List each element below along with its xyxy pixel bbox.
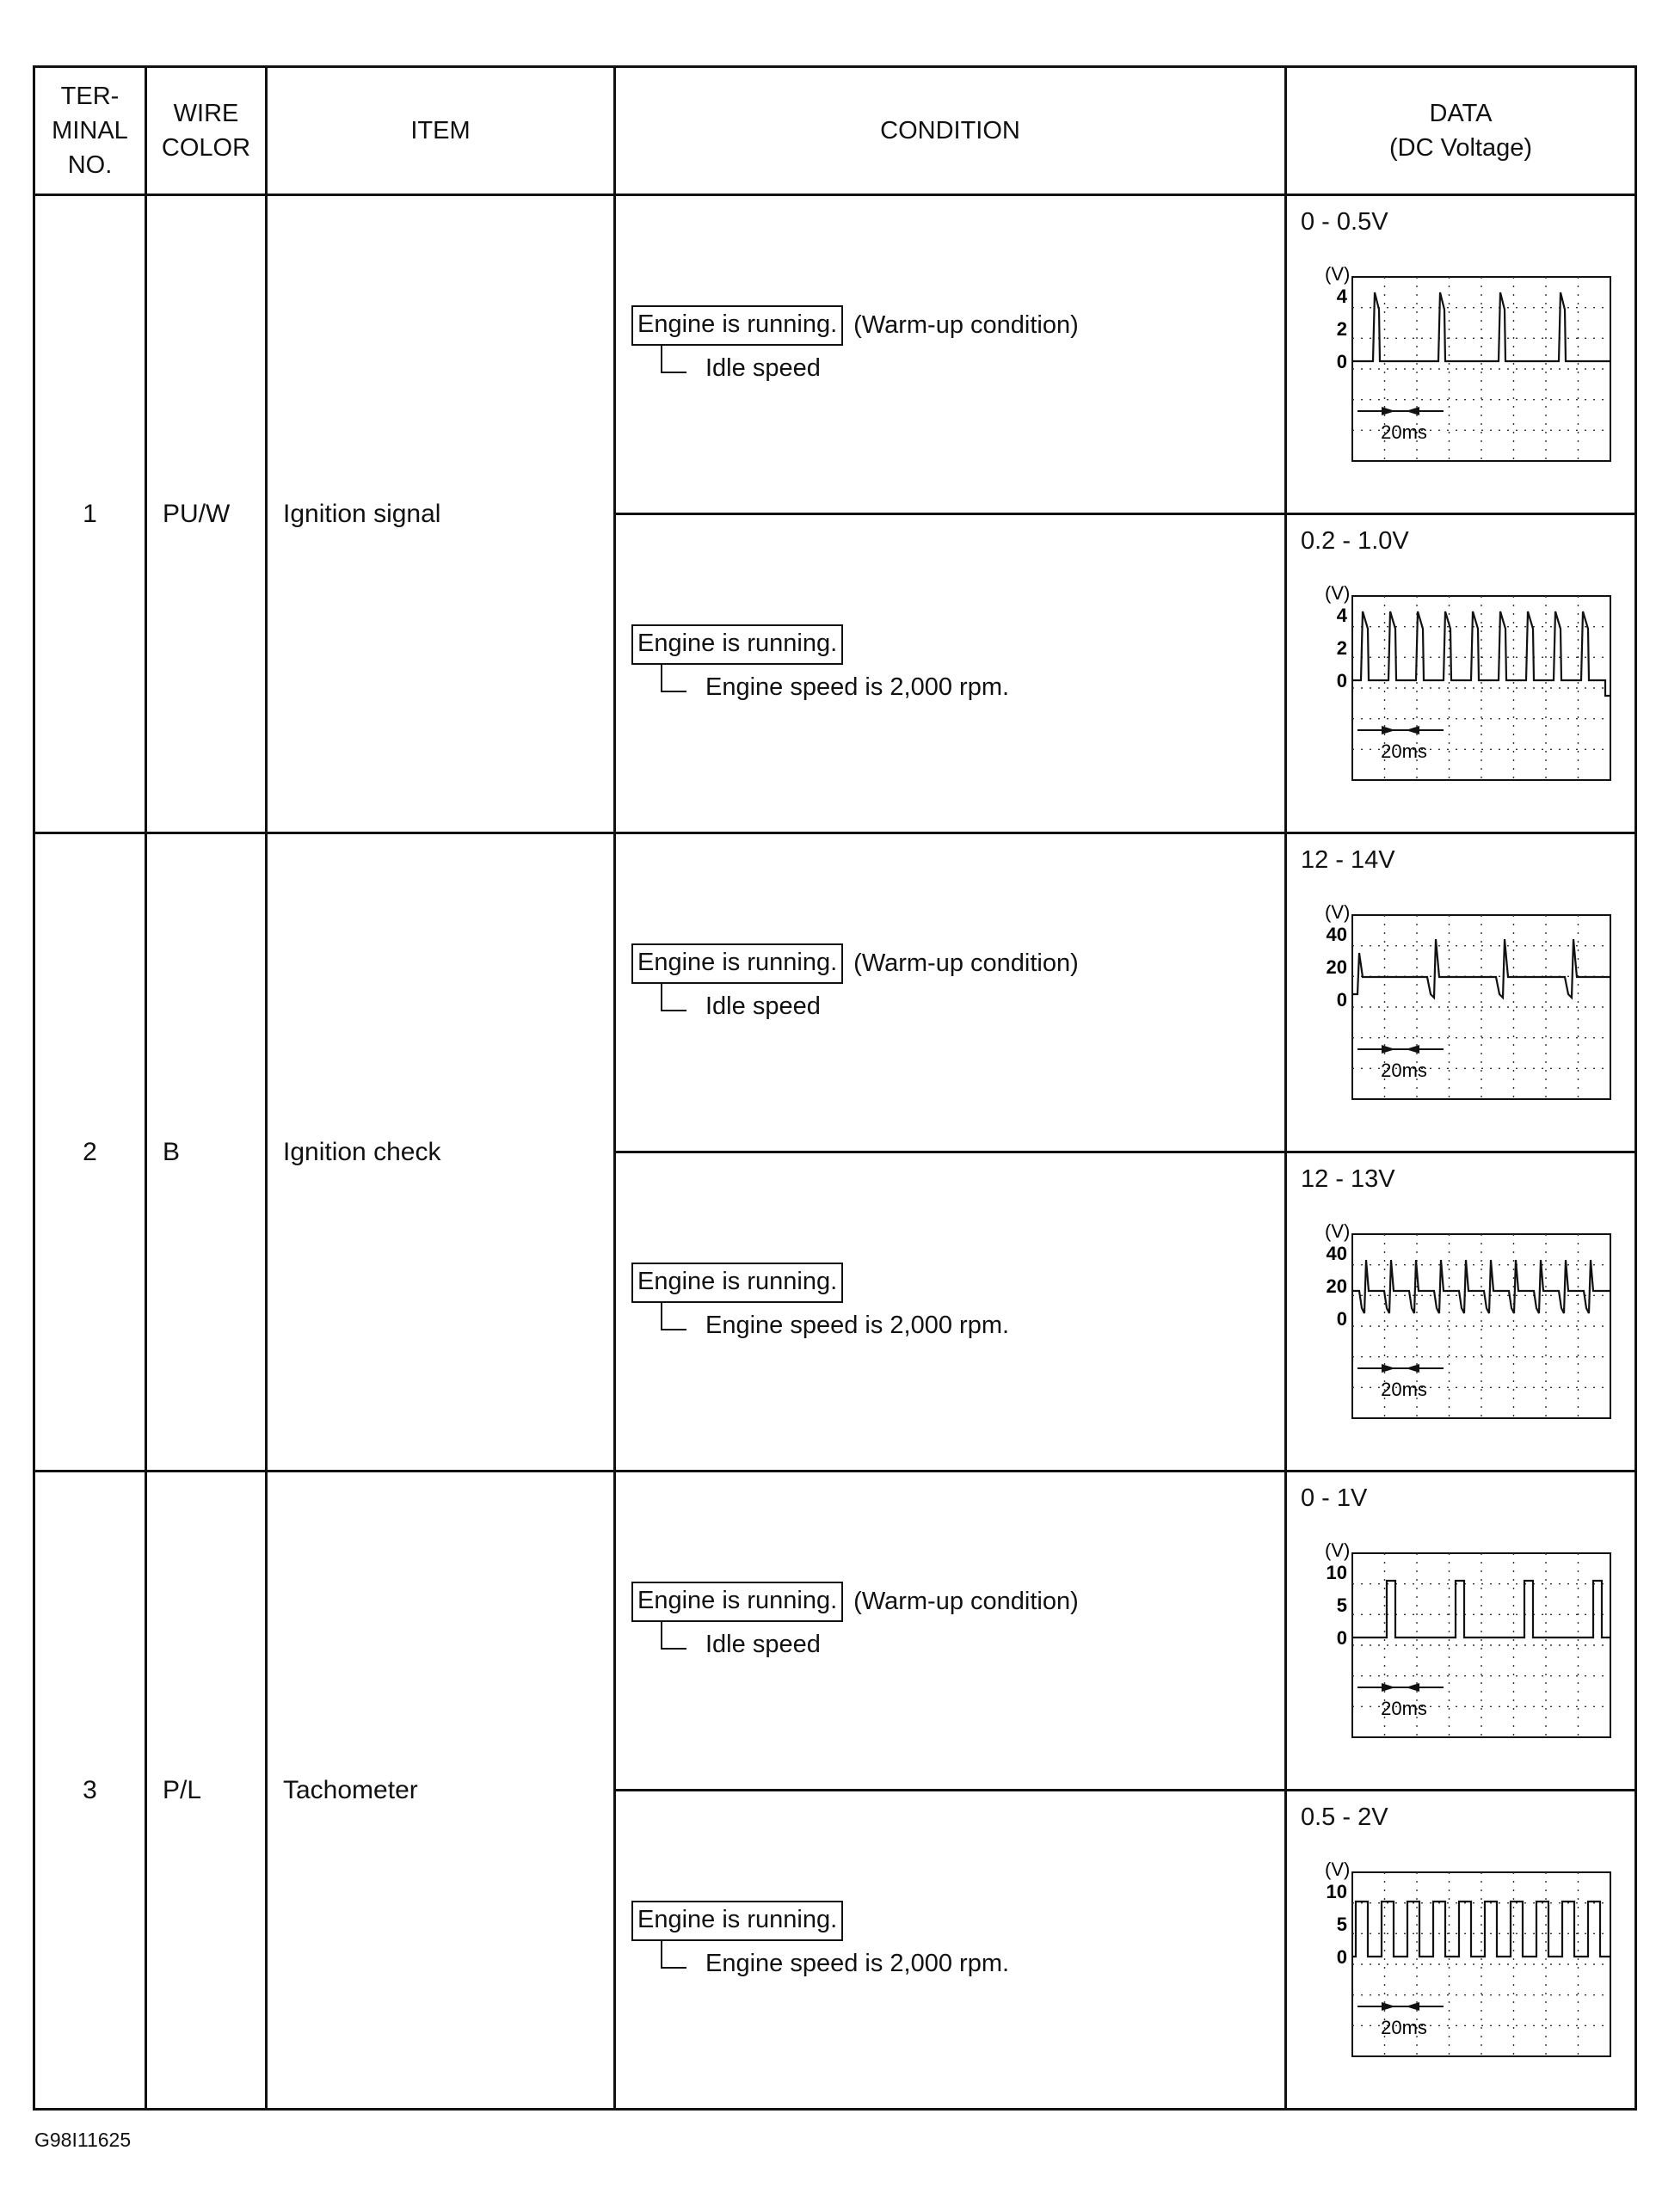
- voltage-range: 0 - 0.5V: [1301, 208, 1388, 236]
- data-cell: [1286, 1152, 1636, 1472]
- scope-unit-label: (V): [1325, 582, 1351, 604]
- oscilloscope-figure: [1299, 582, 1626, 793]
- wire-color-text: B: [163, 1137, 181, 1166]
- item-text: Ignition signal: [283, 499, 441, 528]
- condition-bracket: [661, 1303, 686, 1330]
- terminal-data-table: [33, 65, 1637, 2111]
- timebase-label: 20ms: [1381, 2017, 1427, 2038]
- scope-tick-label: 0: [1336, 670, 1347, 691]
- scope-tick-label: 0: [1336, 989, 1347, 1011]
- condition-sub: Idle speed: [705, 992, 821, 1020]
- oscilloscope-figure: [1299, 1859, 1626, 2069]
- condition-sub: Engine speed is 2,000 rpm.: [705, 673, 1010, 701]
- oscilloscope-figure: [1299, 1220, 1626, 1431]
- wire-color-cell: [146, 833, 267, 1472]
- condition-sub: Idle speed: [705, 1631, 821, 1658]
- scope-tick-label: 0: [1336, 1627, 1347, 1649]
- scope-tick-label: 40: [1326, 924, 1347, 945]
- table-row: [34, 1472, 1636, 1791]
- scope-tick-label: 2: [1336, 318, 1347, 340]
- terminal-no-text: 1: [83, 499, 97, 528]
- engine-state-box: Engine is running.: [631, 1582, 843, 1622]
- timebase-arrowhead-right: [1382, 1683, 1395, 1692]
- engine-state-box: Engine is running.: [631, 943, 843, 984]
- condition-bracket: [661, 665, 686, 692]
- oscilloscope-figure: [1299, 263, 1626, 474]
- scope-svg: [1299, 1539, 1626, 1746]
- wire-color-text: P/L: [163, 1775, 202, 1804]
- oscilloscope-figure: [1299, 901, 1626, 1112]
- timebase-arrowhead-left: [1406, 407, 1419, 415]
- voltage-range: 0.5 - 2V: [1301, 1803, 1388, 1831]
- scope-tick-label: 5: [1336, 1594, 1347, 1616]
- header-row: [34, 67, 1636, 195]
- terminal-no-cell: [34, 833, 146, 1472]
- timebase-arrowhead-left: [1406, 2002, 1419, 2011]
- engine-state-box: Engine is running.: [631, 305, 843, 346]
- scope-tick-label: 10: [1326, 1881, 1347, 1902]
- item-cell: [267, 195, 615, 833]
- scope-tick-label: 0: [1336, 1946, 1347, 1968]
- header-data: DATA (DC Voltage): [1286, 67, 1636, 195]
- data-cell: [1286, 1791, 1636, 2110]
- item-text: Tachometer: [283, 1775, 418, 1804]
- timebase-arrowhead-left: [1406, 726, 1419, 734]
- scope-tick-label: 0: [1336, 351, 1347, 372]
- engine-state-box: Engine is running.: [631, 1901, 843, 1941]
- timebase-arrowhead-right: [1382, 1364, 1395, 1373]
- item-text: Ignition check: [283, 1137, 441, 1166]
- timebase-label: 20ms: [1381, 421, 1427, 443]
- scope-tick-label: 40: [1326, 1243, 1347, 1264]
- timebase-arrowhead-left: [1406, 1045, 1419, 1054]
- scope-svg: [1299, 901, 1626, 1108]
- condition-cell: [615, 195, 1286, 514]
- condition-bracket: [661, 346, 686, 373]
- scope-svg: [1299, 263, 1626, 470]
- condition-sub: Engine speed is 2,000 rpm.: [705, 1312, 1010, 1339]
- data-cell: [1286, 833, 1636, 1152]
- scope-svg: [1299, 582, 1626, 789]
- terminal-no-text: 3: [83, 1775, 97, 1804]
- condition-sub: Idle speed: [705, 354, 821, 382]
- condition-note: (Warm-up condition): [853, 949, 1079, 977]
- data-cell: [1286, 195, 1636, 514]
- scope-tick-label: 20: [1326, 1275, 1347, 1297]
- header-terminal-no: TER- MINAL NO.: [34, 67, 146, 195]
- header-condition: CONDITION: [615, 67, 1286, 195]
- header-item: ITEM: [267, 67, 615, 195]
- condition-sub: Engine speed is 2,000 rpm.: [705, 1950, 1010, 1977]
- terminal-no-text: 2: [83, 1137, 97, 1166]
- scope-unit-label: (V): [1325, 1539, 1351, 1561]
- scope-tick-label: 0: [1336, 1308, 1347, 1330]
- condition-cell: [615, 1791, 1286, 2110]
- scope-waveform: [1352, 1902, 1610, 1957]
- scope-tick-label: 2: [1336, 637, 1347, 659]
- voltage-range: 0 - 1V: [1301, 1484, 1368, 1512]
- scope-unit-label: (V): [1325, 1859, 1351, 1880]
- timebase-label: 20ms: [1381, 740, 1427, 762]
- scope-unit-label: (V): [1325, 901, 1351, 923]
- condition-bracket: [661, 984, 686, 1011]
- condition-cell: [615, 514, 1286, 833]
- condition-bracket: [661, 1622, 686, 1650]
- wire-color-cell: [146, 195, 267, 833]
- table-row: [34, 833, 1636, 1152]
- scope-unit-label: (V): [1325, 1220, 1351, 1242]
- table-row: [34, 195, 1636, 514]
- condition-cell: [615, 1152, 1286, 1472]
- timebase-arrowhead-right: [1382, 1045, 1395, 1054]
- engine-state-box: Engine is running.: [631, 1263, 843, 1303]
- condition-cell: [615, 833, 1286, 1152]
- scope-tick-label: 4: [1336, 286, 1347, 307]
- scope-svg: [1299, 1220, 1626, 1427]
- wire-color-text: PU/W: [163, 499, 231, 528]
- timebase-arrowhead-right: [1382, 726, 1395, 734]
- scope-tick-label: 10: [1326, 1562, 1347, 1583]
- oscilloscope-figure: [1299, 1539, 1626, 1750]
- scope-tick-label: 4: [1336, 605, 1347, 626]
- item-cell: [267, 1472, 615, 2110]
- scope-tick-label: 20: [1326, 956, 1347, 978]
- terminal-no-cell: [34, 1472, 146, 2110]
- figure-code: G98I11625: [34, 2129, 132, 2151]
- timebase-label: 20ms: [1381, 1060, 1427, 1081]
- scope-tick-label: 5: [1336, 1914, 1347, 1935]
- condition-bracket: [661, 1941, 686, 1969]
- timebase-label: 20ms: [1381, 1698, 1427, 1719]
- voltage-range: 12 - 13V: [1301, 1165, 1395, 1193]
- timebase-arrowhead-right: [1382, 407, 1395, 415]
- condition-note: (Warm-up condition): [853, 1588, 1079, 1615]
- terminal-no-cell: [34, 195, 146, 833]
- engine-state-box: Engine is running.: [631, 624, 843, 665]
- timebase-arrowhead-right: [1382, 2002, 1395, 2011]
- voltage-range: 12 - 14V: [1301, 846, 1395, 874]
- timebase-label: 20ms: [1381, 1379, 1427, 1400]
- voltage-range: 0.2 - 1.0V: [1301, 527, 1409, 555]
- scope-unit-label: (V): [1325, 263, 1351, 285]
- timebase-arrowhead-left: [1406, 1683, 1419, 1692]
- scope-svg: [1299, 1859, 1626, 2065]
- data-cell: [1286, 1472, 1636, 1791]
- condition-note: (Warm-up condition): [853, 311, 1079, 339]
- timebase-arrowhead-left: [1406, 1364, 1419, 1373]
- wire-color-cell: [146, 1472, 267, 2110]
- header-wire-color: WIRE COLOR: [146, 67, 267, 195]
- data-cell: [1286, 514, 1636, 833]
- item-cell: [267, 833, 615, 1472]
- condition-cell: [615, 1472, 1286, 1791]
